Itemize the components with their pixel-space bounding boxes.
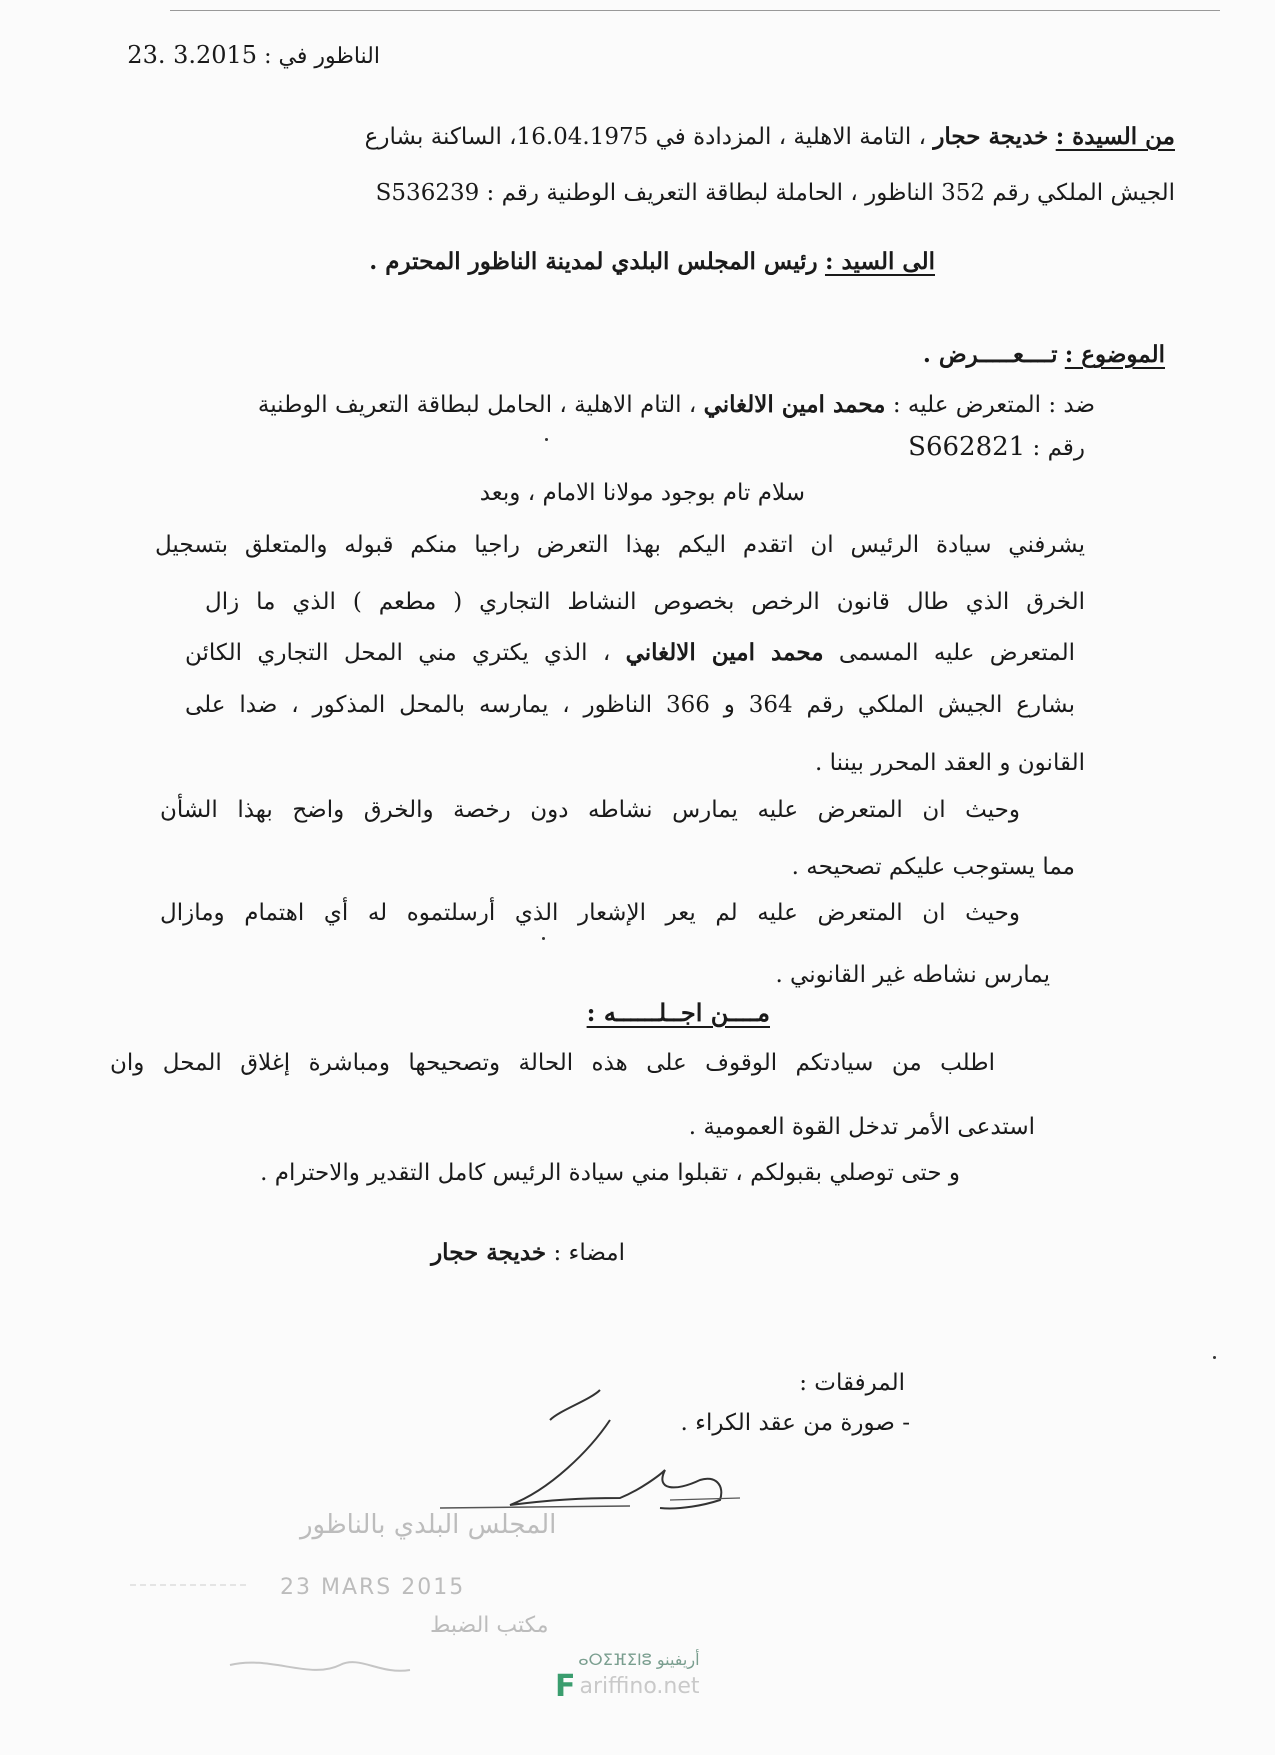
site-watermark [555, 1650, 700, 1704]
respondent-name: محمد امين الالغاني [703, 391, 886, 418]
recipient [369, 247, 935, 277]
scan-speck [545, 438, 548, 441]
top-rule [170, 10, 1220, 11]
scan-speck [1213, 1356, 1216, 1359]
respondent-id-label: رقم : [1032, 435, 1085, 461]
paragraph-2-line-1: وحيث ان المتعرض عليه يمارس نشاطه دون رخصة والخرق واضح بهذا الشأن [160, 797, 1020, 823]
sender-details: ، التامة الاهلية ، المزدادة في 16.04.1975، الساكنة بشارع [364, 124, 926, 150]
paragraph-3-line-2: يمارس نشاطه غير القانوني . [775, 962, 1050, 988]
watermark-logo-icon: F [555, 1669, 576, 1704]
watermark-top: أريفينو ⴰⵔⵉⴼⵉⵏⵓ [578, 1650, 700, 1669]
subject [923, 340, 1165, 370]
place-date [127, 40, 380, 72]
closing-line: و حتى توصلي بقبولكم ، تقبلوا مني سيادة الرئيس كامل التقدير والاحترام . [260, 1160, 960, 1186]
watermark-site: ariffino.net [579, 1674, 700, 1699]
recipient-label: الى السيد : [824, 248, 935, 275]
attachment-item-1 [681, 1408, 910, 1438]
signature-line [431, 1238, 625, 1268]
respondent-id-value: S662821 [908, 432, 1026, 462]
p1-text-a: المتعرض عليه المسمى [838, 640, 1076, 666]
recipient-title: رئيس المجلس البلدي لمدينة الناظور المحترم . [369, 248, 818, 275]
paragraph-3-line-1: وحيث ان المتعرض عليه لم يعر الإشعار الذي أرسلتموه له أي اهتمام ومازال [160, 900, 1020, 926]
respondent-details: ، التام الاهلية ، الحامل لبطاقة التعريف الوطنية [257, 392, 697, 418]
paragraph-4-line-2: استدعى الأمر تدخل القوة العمومية . [688, 1114, 1035, 1140]
respondent-prefix: ضد : المتعرض عليه : [892, 392, 1095, 418]
paragraph-1-line-5: القانون و العقد المحرر بيننا . [815, 750, 1085, 776]
paragraph-1-line-3 [185, 638, 1075, 668]
place-date-label: الناظور في : [264, 44, 380, 69]
p1-respondent-name: محمد امين الالغاني [625, 639, 824, 666]
stamp-line-3: مكتب الضبط [430, 1613, 549, 1638]
subject-label: الموضوع : [1064, 341, 1165, 368]
respondent-line-1 [258, 390, 1095, 420]
signature-label: امضاء : [553, 1240, 625, 1266]
sender-line-2: الجيش الملكي رقم 352 الناظور ، الحاملة لبطاقة التعريف الوطنية رقم : S536239 [375, 180, 1175, 206]
date-value: 23. 3.2015 [127, 41, 258, 69]
scan-speck [542, 937, 545, 940]
attachment-item-1-text: صورة من عقد الكراء . [680, 1410, 895, 1436]
paragraph-1-line-4: بشارع الجيش الملكي رقم 364 و 366 الناظور ، يمارسه بالمحل المذكور ، ضدا على [185, 692, 1075, 718]
handwritten-signature [440, 1380, 760, 1520]
sender-name: خديجة حجار [933, 123, 1049, 150]
stamp-line-2: 23 MARS 2015 [280, 1575, 466, 1600]
stamp-line-1: المجلس البلدي بالناظور [300, 1510, 557, 1540]
paragraph-4-line-1: اطلب من سيادتكم الوقوف على هذه الحالة وتصحيحها ومباشرة إغلاق المحل وان [110, 1050, 995, 1076]
paragraph-2-line-2: مما يستوجب عليكم تصحيحه . [791, 854, 1075, 880]
respondent-line-2 [908, 432, 1085, 463]
for-these-reasons-heading: مــــن اجــلــــــه : [586, 998, 770, 1027]
subject-value: تــــعـــــرض . [922, 341, 1058, 368]
paragraph-1-line-2: الخرق الذي طال قانون الرخص بخصوص النشاط التجاري ( مطعم ) الذي ما زال [205, 589, 1085, 615]
paragraph-1-line-1: يشرفني سيادة الرئيس ان اتقدم اليكم بهذا التعرض راجيا منكم قبوله والمتعلق بتسجيل [155, 532, 1085, 558]
sender-line-1 [175, 122, 1175, 152]
signature-name: خديجة حجار [431, 1239, 547, 1266]
greeting: سلام تام بوجود مولانا الامام ، وبعد [479, 480, 805, 506]
p1-text-b: ، الذي يكتري مني المحل التجاري الكائن [185, 640, 611, 666]
attachments-label: المرفقات : [799, 1370, 905, 1396]
sender-label: من السيدة : [1055, 123, 1175, 150]
bullet-icon: - [902, 1410, 910, 1436]
